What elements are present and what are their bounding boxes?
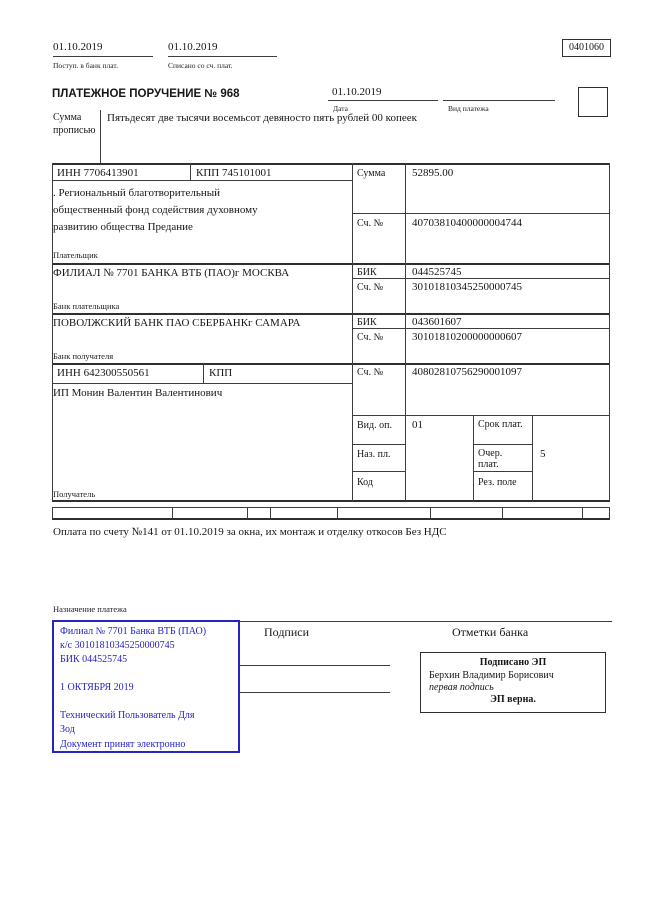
payer-inn: ИНН 7706413901 <box>57 167 139 179</box>
payee-account-value: 40802810756290001097 <box>412 366 522 378</box>
divider-line <box>352 328 610 329</box>
divider-line <box>100 110 101 163</box>
divider-line <box>168 56 277 57</box>
divider-line <box>53 56 153 57</box>
code-label: Код <box>357 477 373 488</box>
payee-bank-name: ПОВОЛЖСКИЙ БАНК ПАО СБЕРБАНКг САМАРА <box>53 317 301 329</box>
divider-line <box>190 163 191 181</box>
divider-line <box>337 507 338 519</box>
form-code-box <box>562 39 611 57</box>
priority-label: Очер. плат. <box>478 448 503 470</box>
divider-line <box>352 213 610 214</box>
amount-words-label-2: прописью <box>53 125 96 136</box>
divider-line <box>328 100 438 101</box>
op-type-value: 01 <box>412 419 423 431</box>
divider-line <box>172 507 173 519</box>
payer-kpp: КПП 745101001 <box>196 167 272 179</box>
divider-line <box>473 444 532 445</box>
divider-line <box>352 278 610 279</box>
amount-words-label-1: Сумма <box>53 112 82 123</box>
divider-line <box>352 471 405 472</box>
divider-line <box>52 163 610 165</box>
divider-line <box>609 163 610 502</box>
divider-line <box>430 507 431 519</box>
document-date: 01.10.2019 <box>332 86 382 98</box>
bank-stamp-line: к/с 30101810345250000745 <box>60 640 175 652</box>
payer-name-line: . Региональный благотворительный <box>53 187 220 199</box>
divider-line <box>52 180 352 181</box>
divider-line <box>352 444 405 445</box>
payer-bank-name: ФИЛИАЛ № 7701 БАНКА ВТБ (ПАО)г МОСКВА <box>53 267 290 279</box>
due-date-label: Срок плат. <box>478 419 523 430</box>
signature-line <box>234 692 390 693</box>
divider-line <box>405 163 406 502</box>
divider-line <box>582 507 583 519</box>
divider-line <box>352 163 353 502</box>
amount-words-text: Пятьдесят две тысячи восемьсот девяносто пять рублей 00 копеек <box>107 112 417 124</box>
op-type-label: Вид. оп. <box>357 420 392 431</box>
divider-line <box>270 507 271 519</box>
payee-bank-section-label: Банк получателя <box>53 351 114 361</box>
divider-line <box>502 507 503 519</box>
purpose-code-label: Наз. пл. <box>357 449 391 460</box>
amount-label: Сумма <box>357 168 386 179</box>
bank-stamp-line: Филиал № 7701 Банка ВТБ (ПАО) <box>60 626 207 637</box>
payee-account-label: Сч. № <box>357 367 384 378</box>
payee-bank-account-value: 30101810200000000607 <box>412 331 522 343</box>
esign-signature-note: первая подпись <box>429 682 494 693</box>
payment-kind-label: Вид платежа <box>448 104 489 113</box>
esign-stamp <box>420 652 606 713</box>
bank-stamp-line: Зод <box>60 724 75 736</box>
divider-line <box>473 415 474 502</box>
divider-line <box>609 507 610 519</box>
payment-purpose-text: Оплата по счету №141 от 01.10.2019 за окна, их монтаж и отделку откосов Без НДС <box>53 526 447 538</box>
bank-marks-label: Отметки банка <box>452 625 529 639</box>
payer-bank-section-label: Банк плательщика <box>53 301 120 311</box>
amount-value: 52895.00 <box>412 167 454 179</box>
signatures-label: Подписи <box>264 625 310 639</box>
bank-stamp-line: 1 ОКТЯБРЯ 2019 <box>60 682 134 694</box>
payer-bank-bik-value: 044525745 <box>412 266 462 278</box>
debited-date-label: Списано со сч. плат. <box>168 61 233 70</box>
bank-stamp-line: БИК 044525745 <box>60 654 128 666</box>
payer-bank-account-label: Сч. № <box>357 282 384 293</box>
bank-stamp-line: Документ принят электронно <box>60 738 186 750</box>
priority-value: 5 <box>540 448 546 460</box>
divider-line <box>52 263 610 265</box>
payee-kpp: КПП <box>209 367 233 379</box>
payee-name: ИП Монин Валентин Валентинович <box>53 387 223 399</box>
divider-line <box>52 383 352 384</box>
bank-stamp <box>52 620 240 753</box>
divider-line <box>52 363 610 365</box>
payer-account-label: Сч. № <box>357 218 384 229</box>
debited-date: 01.10.2019 <box>168 41 218 53</box>
esign-title: Подписано ЭП <box>479 657 547 668</box>
payee-bank-account-label: Сч. № <box>357 332 384 343</box>
esign-verified-text: ЭП верна. <box>490 694 536 705</box>
divider-line <box>52 507 53 519</box>
payer-bank-bik-label: БИК <box>357 267 377 278</box>
signature-line <box>234 665 390 666</box>
divider-line <box>52 507 610 508</box>
form-code: 0401060 <box>569 42 604 53</box>
divider-line <box>52 518 610 520</box>
bank-stamp-line <box>60 667 238 681</box>
payee-inn: ИНН 642300550561 <box>57 367 150 379</box>
divider-line <box>473 471 532 472</box>
received-date-label: Поступ. в банк плат. <box>53 61 118 70</box>
payer-account-value: 40703810400000004744 <box>412 217 522 229</box>
divider-line <box>203 363 204 384</box>
bank-stamp-line <box>60 695 238 709</box>
divider-line <box>443 100 555 101</box>
payee-section-label: Получатель <box>53 489 96 499</box>
esign-signer-name: Берхин Владимир Борисович <box>429 670 554 681</box>
divider-line <box>52 313 610 315</box>
payee-bank-bik-value: 043601607 <box>412 316 462 328</box>
divider-line <box>352 415 610 416</box>
status-101-box <box>578 87 608 117</box>
divider-line <box>247 507 248 519</box>
payee-bank-bik-label: БИК <box>357 317 377 328</box>
reserve-field-label: Рез. поле <box>478 477 517 488</box>
divider-line <box>532 415 533 502</box>
divider-line <box>52 500 610 502</box>
payer-name-line: общественный фонд содействия духовному <box>53 204 258 216</box>
payment-purpose-label: Назначение платежа <box>53 604 127 614</box>
document-title: ПЛАТЕЖНОЕ ПОРУЧЕНИЕ № 968 <box>52 88 240 100</box>
payer-section-label: Плательщик <box>53 250 98 260</box>
date-label: Дата <box>333 104 348 113</box>
received-date: 01.10.2019 <box>53 41 103 53</box>
payer-bank-account-value: 30101810345250000745 <box>412 281 522 293</box>
bank-stamp-line: Технический Пользователь Для <box>60 710 195 722</box>
payer-name-line: развитию общества Предание <box>53 221 193 233</box>
